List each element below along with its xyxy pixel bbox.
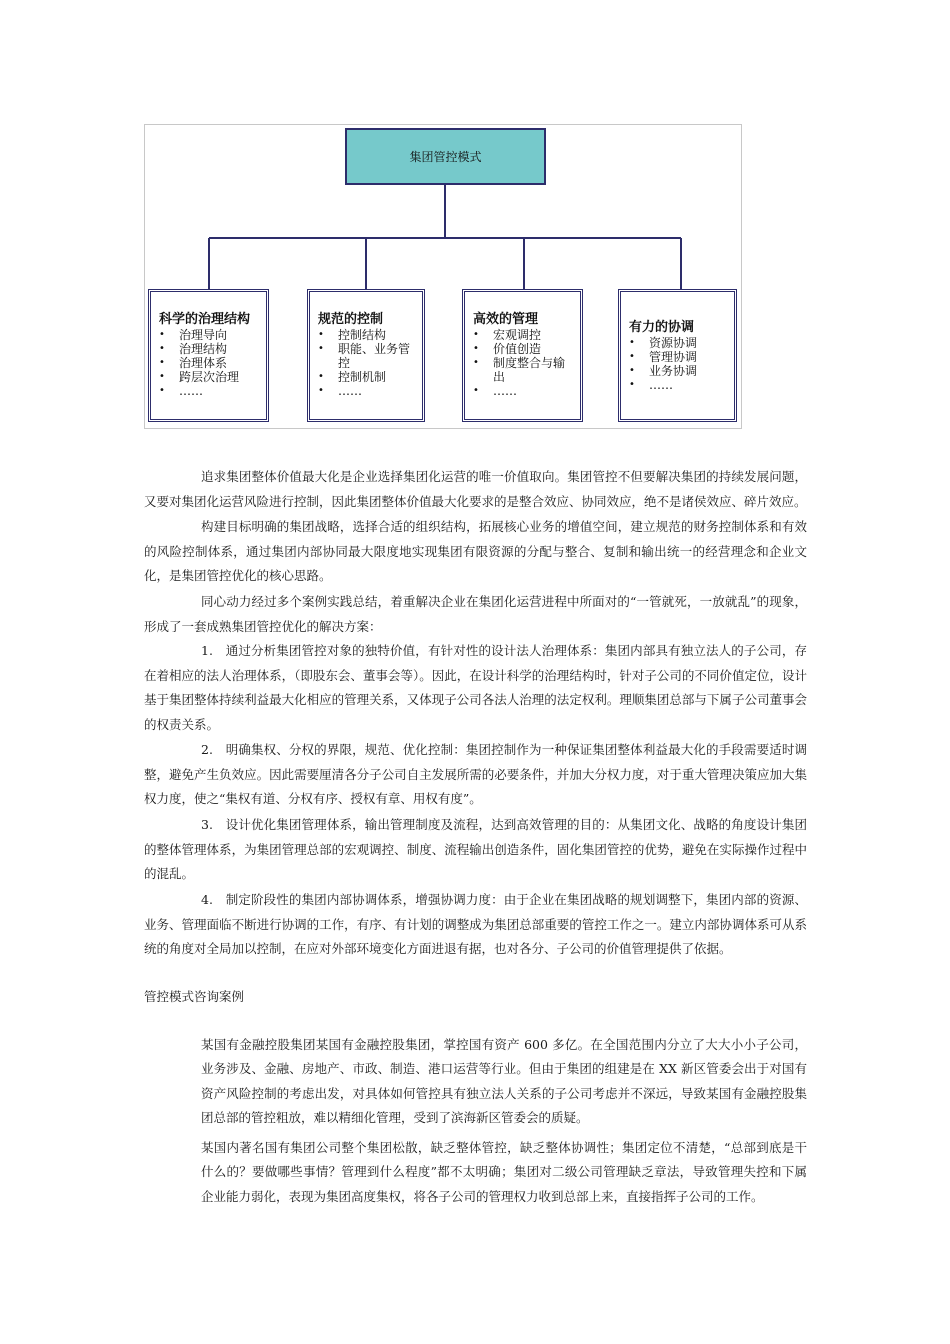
child-item: • 控制机制 bbox=[318, 370, 418, 384]
child-title: 规范的控制 bbox=[318, 312, 384, 327]
child-item: • 价值创造 bbox=[473, 342, 576, 356]
child-item: • 治理结构 bbox=[159, 342, 262, 356]
child-item: • 业务协调 bbox=[629, 364, 730, 378]
child-title: 有力的协调 bbox=[629, 320, 695, 335]
child-item: • 控制结构 bbox=[318, 328, 418, 342]
paragraph-solution-intro: 同心动力经过多个案例实践总结，着重解决企业在集团化运营进程中所面对的“一管就死，一放就乱”的现象，形成了一套成熟集团管控优化的解决方案： bbox=[144, 594, 807, 634]
child-item: • 管理协调 bbox=[629, 350, 730, 364]
child-item: • 资源协调 bbox=[629, 336, 730, 350]
diagram-child-governance bbox=[148, 289, 269, 422]
diagram-child-control bbox=[307, 289, 425, 422]
child-item: • …… bbox=[159, 384, 262, 398]
paragraph-core-approach: 构建目标明确的集团战略，选择合适的组织结构，拓展核心业务的增值空间，建立规范的财务控制体系和有效的风险控制体系，通过集团内部协同最大限度地实现集团有限资源的分配与整合、复制和输出统一的经营理念和企业文化，是集团管控优化的核心思路。 bbox=[144, 519, 807, 584]
numbered-item-4: 4. 制定阶段性的集团内部协调体系，增强协调力度：由于企业在集团战略的规划调整下，集团内部的资源、业务、管理面临不断进行协调的工作，有序、有计划的调整成为集团总部重要的管控工作之一。建立内部协调体系可从系统的角度对全局加以控制，在应对外部环境变化方面进退有据，也对各分、子公司的价值管理提供了依据。 bbox=[144, 892, 807, 957]
child-item: • 宏观调控 bbox=[473, 328, 576, 342]
paragraph-value-orientation: 追求集团整体价值最大化是企业选择集团化运营的唯一价值取向。集团管控不但要解决集团的持续发展问题，又要对集团化运营风险进行控制，因此集团整体价值最大化要求的是整合效应、协同效应，绝不是诸侯效应、碎片效应。 bbox=[144, 469, 807, 509]
numbered-item-2: 2. 明确集权、分权的界限，规范、优化控制：集团控制作为一种保证集团整体利益最大化的手段需要适时调整，避免产生负效应。因此需要厘清各分子公司自主发展所需的必要条件，并加大分权力度，对于重大管理决策应加大集权力度，使之“集权有道、分权有序、授权有章、用权有度”。 bbox=[144, 742, 807, 807]
child-item: • 制度整合与输出 bbox=[473, 356, 576, 384]
numbered-item-3: 3. 设计优化集团管理体系，输出管理制度及流程，达到高效管理的目的：从集团文化、战略的角度设计集团的整体管理体系，为集团管理总部的宏观调控、制度、流程输出创造条件，固化集团管控的优势，避免在实际操作过程中的混乱。 bbox=[144, 817, 807, 882]
child-item: • …… bbox=[318, 384, 418, 398]
child-title: 高效的管理 bbox=[473, 312, 539, 327]
case-paragraph-2: 某国内著名国有集团公司整个集团松散，缺乏整体管控，缺乏整体协调性；集团定位不清楚，“总部到底是干什么的？要做哪些事情？管理到什么程度”都不太明确；集团对二级公司管理缺乏章法，导致管理失控和下属企业能力弱化，表现为集团高度集权，将各子公司的管理权力收到总部上来，直接指挥子公司的工作。 bbox=[201, 1140, 807, 1204]
numbered-item-1: 1. 通过分析集团管控对象的独特价值，有针对性的设计法人治理体系：集团内部具有独立法人的子公司，存在着相应的法人治理体系，（即股东会、董事会等）。因此，在设计科学的治理结构时，针对子公司的不同价值定位，设计基于集团整体持续利益最大化相应的管理关系，又体现子公司各法人治理的法定权利。理顺集团总部与下属子公司董事会的权责关系。 bbox=[144, 643, 807, 732]
diagram-child-management bbox=[462, 289, 583, 422]
diagram-child-coordination bbox=[618, 289, 737, 422]
child-title: 科学的治理结构 bbox=[159, 312, 251, 327]
child-item: • 职能、业务管控 bbox=[318, 342, 418, 370]
child-item: • 治理体系 bbox=[159, 356, 262, 370]
org-diagram bbox=[144, 124, 742, 429]
diagram-root-box: 集团管控模式 bbox=[345, 128, 546, 185]
case-paragraph-1: 某国有金融控股集团某国有金融控股集团，掌控国有资产 600 多亿。在全国范围内分立了大大小小子公司，业务涉及、金融、房地产、市政、制造、港口运营等行业。但由于集团的组建是在 XX 新区管委会出于对国有资产风险控制的考虑出发，对具体如何管控具有独立法人关系的子公司考虑并不深远，导致某国有金融控股集团总部的管控粗放，难以精细化管理，受到了滨海新区管委会的质疑。 bbox=[201, 1037, 807, 1125]
child-item: • 跨层次治理 bbox=[159, 370, 262, 384]
child-item: • …… bbox=[473, 384, 576, 398]
child-item: • …… bbox=[629, 378, 730, 392]
section-title: 管控模式咨询案例 bbox=[144, 989, 245, 1004]
child-item: • 治理导向 bbox=[159, 328, 262, 342]
